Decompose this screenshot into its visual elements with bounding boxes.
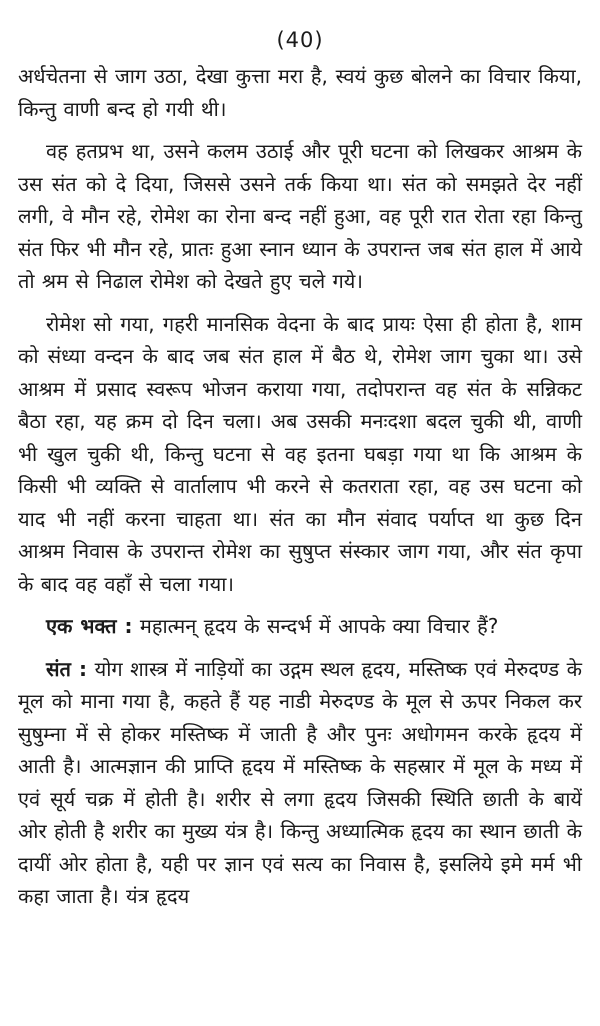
saint-speaker-label: संत : (46, 656, 88, 681)
devotee-speaker-label: एक भक्त : (46, 614, 133, 638)
saint-answer (18, 653, 582, 913)
page-number: (40) (276, 28, 324, 52)
devotee-question-text: महात्मन् हृदय के सन्दर्भ में आपके क्या विचार हैं? (139, 614, 499, 638)
saint-answer-text: योग शास्त्र में नाड़ियों का उद्गम स्थल हृदय, मस्तिष्क एवं मेरुदण्ड के मूल को माना गया है, कहते हैं यह नाडी मेरुदण्ड के मूल से ऊपर निकल कर सुषुम्ना में से होकर मस्तिष्क में जाती है और पुनः अधोगमन करके हृदय में आती है। आत्मज्ञान की प्राप्ति हृदय में मस्तिष्क के सहस्रार में मूल के मध्य में एवं सूर्य चक्र में होती है। शरीर से लगा हृदय जिसकी स्थिति छाती के बायें ओर होती है शरीर का मुख्य यंत्र है। किन्तु अध्यात्मिक हृदय का स्थान छाती के दायीं ओर होता है, यही पर ज्ञान एवं सत्य का निवास है, इसलिये इमे मर्म भी कहा जाता है। यंत्र हृदय (18, 656, 582, 908)
paragraph-2: वह हतप्रभ था, उसने कलम उठाई और पूरी घटना को लिखकर आश्रम के उस संत को दे दिया, जिससे उसने तर्क किया था। संत को समझते देर नहीं लगी, वे मौन रहे, रोमेश का रोना बन्द नहीं हुआ, वह पूरी रात रोता रहा किन्तु संत फिर भी मौन रहे, प्रातः हुआ स्नान ध्यान के उपरान्त जब संत हाल में आये तो श्रम से निढाल रोमेश को देखते हुए चले गये। (18, 139, 582, 293)
devotee-question (18, 610, 582, 643)
paragraph-3: रोमेश सो गया, गहरी मानसिक वेदना के बाद प्रायः ऐसा ही होता है, शाम को संध्या वन्दन के बाद जब संत हाल में बैठ थे, रोमेश जाग चुका था। उसे आश्रम में प्रसाद स्वरूप भोजन कराया गया, तदोपरान्त वह संत के सन्निकट बैठा रहा, यह क्रम दो दिन चला। अब उसकी मनःदशा बदल चुकी थी, वाणी भी खुल चुकी थी, किन्तु घटना से वह इतना घबड़ा गया था कि आश्रम के किसी भी व्यक्ति से वार्तालाप भी करने से कतराता रहा, वह उस घटना को याद भी नहीं करना चाहता था। संत का मौन संवाद पर्याप्त था कुछ दिन आश्रम निवास के उपरान्त रोमेश का सुषुप्त संस्कार जाग गया, और संत कृपा के बाद वह वहाँ से चला गया। (18, 311, 582, 596)
paragraph-1: अर्धचेतना से जाग उठा, देखा कुत्ता मरा है, स्वयं कुछ बोलने का विचार किया, किन्तु वाणी बन्द हो गयी थी। (18, 64, 582, 121)
